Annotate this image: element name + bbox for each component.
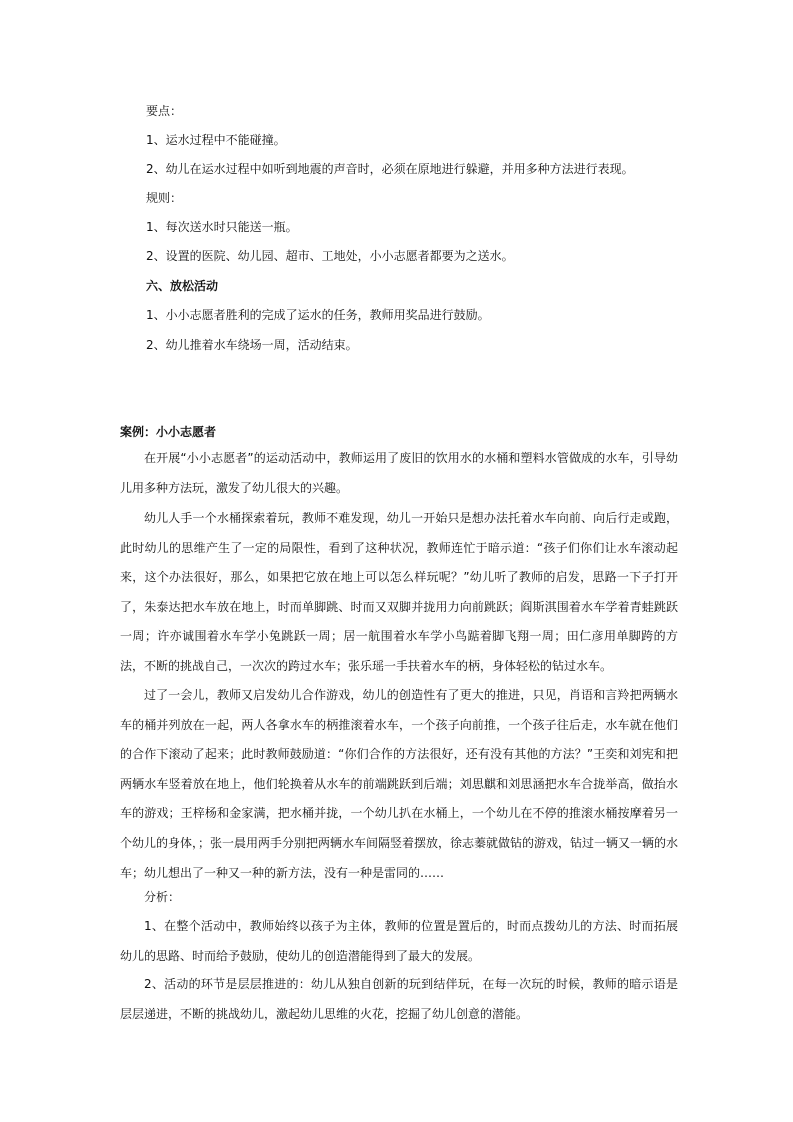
rule-2: 2、设置的医院、幼儿园、超市、工地处，小小志愿者都要为之送水。 (146, 249, 514, 263)
rule-1: 1、每次送水时只能送一瓶。 (146, 220, 298, 234)
case-paragraph-2: 幼儿人手一个水桶探索着玩，教师不难发现，幼儿一开始只是想办法托着水车向前、向后行走或跑，此时幼儿的思维产生了一定的局限性，看到了这种状况，教师连忙于暗示道：“孩子们你们让水车滚动起来，这个办法很好，那么，如果把它放在地上可以怎么样玩呢？”幼儿听了教师的启发，思路一下子打开了，朱泰达把水车放在地上，时而单脚跳、时而又双脚并拢用力向前跳跃；阎斯淇围着水车学着青蛙跳跃一周；许亦诚围着水车学小兔跳跃一周；居一航围着水车学小鸟踮着脚飞翔一周；田仁彦用单脚跨的方法，不断的挑战自己，一次次的跨过水车；张乐瑶一手扶着水车的柄，身体轻松的钻过水车。 (120, 511, 678, 673)
analysis-point-2: 2、活动的环节是层层推进的：幼儿从独自创新的玩到结伴玩，在每一次玩的时候，教师的暗示语是层层递进，不断的挑战幼儿，激起幼儿思维的火花，挖掘了幼儿创意的潜能。 (120, 977, 678, 1021)
rules-label: 规则： (146, 191, 183, 205)
section6-item-1: 1、小小志愿者胜利的完成了运水的任务，教师用奖品进行鼓励。 (146, 308, 490, 322)
key-points-label: 要点： (146, 104, 183, 118)
case-title: 案例：小小志愿者 (120, 425, 217, 439)
case-paragraph-1: 在开展“小小志愿者”的运动活动中，教师运用了废旧的饮用水的水桶和塑料水管做成的水车，引导幼儿用多种方法玩，激发了幼儿很大的兴趣。 (120, 451, 678, 495)
analysis-label: 分析： (144, 890, 181, 904)
key-point-1: 1、运水过程中不能碰撞。 (146, 133, 286, 147)
section6-heading: 六、放松活动 (146, 279, 219, 293)
key-point-2: 2、幼儿在运水过程中如听到地震的声音时，必须在原地进行躲避，并用多种方法进行表现。 (146, 162, 634, 176)
analysis-point-1: 1、在整个活动中，教师始终以孩子为主体，教师的位置是置后的，时而点拨幼儿的方法、时而拓展幼儿的思路、时而给予鼓励，使幼儿的创造潜能得到了最大的发展。 (120, 919, 678, 963)
section6-item-2: 2、幼儿推着水车绕场一周，活动结束。 (146, 338, 358, 352)
case-paragraph-3: 过了一会儿，教师又启发幼儿合作游戏，幼儿的创造性有了更大的推进，只见，肖语和言羚把两辆水车的桶并列放在一起，两人各拿水车的柄推滚着水车，一个孩子向前推，一个孩子往后走，水车就在他们的合作下滚动了起来；此时教师鼓励道：“你们合作的方法很好，还有没有其他的方法？”王奕和刘宪和把两辆水车竖着放在地上，他们轮换着从水车的前端跳跃到后端；刘思麒和刘思涵把水车合拢举高，做抬水车的游戏；王梓杨和金家满，把水桶并拢，一个幼儿扒在水桶上，一个幼儿在不停的推滚水桶按摩着另一个幼儿的身体，；张一晨用两手分别把两辆水车间隔竖着摆放，徐志蓁就做钻的游戏，钻过一辆又一辆的水车；幼儿想出了一种又一种的新方法，没有一种是雷同的…… (120, 688, 679, 880)
